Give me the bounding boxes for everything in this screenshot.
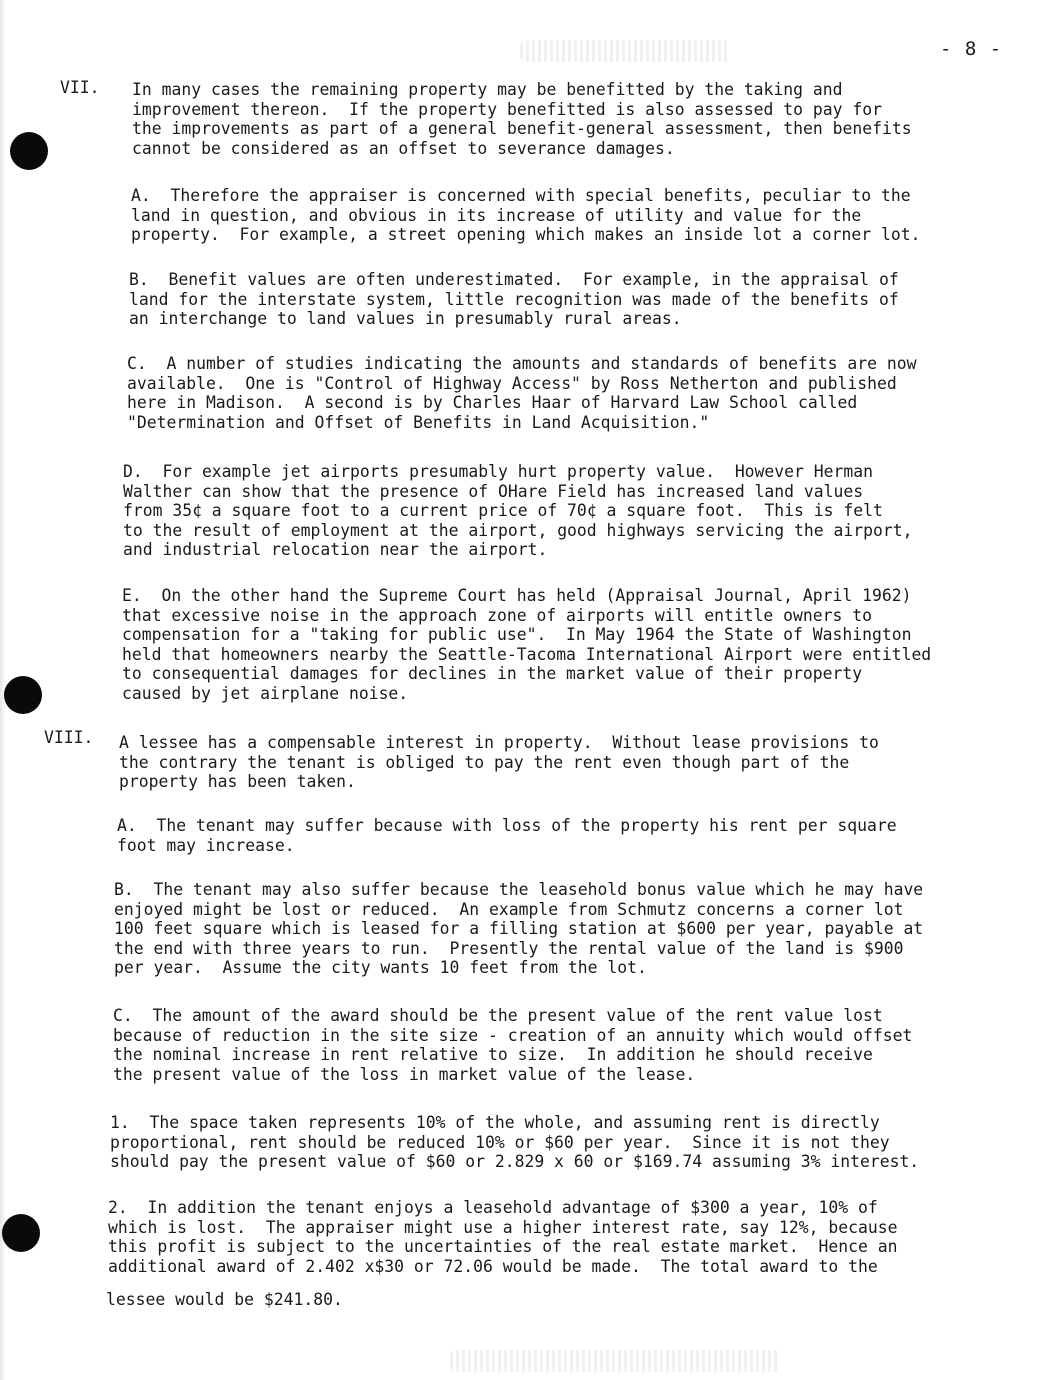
section-viii-paragraph-b: B. The tenant may also suffer because the leasehold bonus value which he may have enjoyed might be lost or reduced. An example from Schmutz concerns a corner lot 100 feet square which is leased for a filling station at $600 per year, payable at the end with three years to run. Presently the rental value of the land is $900 per year. Assume the city wants 10 feet from the lot.	[114, 880, 924, 977]
section-vii-paragraph-e: E. On the other hand the Supreme Court has held (Appraisal Journal, April 1962) that excessive noise in the approach zone of airports will entitle owners to compensation for a "taking for public use". In May 1964 the State of Washington held that homeowners nearby the Seattle-Tacoma International Airport were entitled to consequential damages for declines in the market value of their property caused by jet airplane noise.	[122, 586, 932, 703]
section-viii-paragraph-c: C. The amount of the award should be the present value of the rent value lost because of reduction in the site size - creation of an annuity which would offset the nominal increase in rent relative to size. In addition he should receive the present value of the loss in market value of the lease.	[113, 1006, 913, 1084]
section-vii-paragraph-b: B. Benefit values are often underestimated. For example, in the appraisal of land for the interstate system, little recognition was made of the benefits of an interchange to land values in presumably rural areas.	[129, 270, 899, 328]
section-viii-item-2-end: lessee would be $241.80.	[106, 1290, 343, 1309]
section-vii-paragraph-a: A. Therefore the appraiser is concerned with special benefits, peculiar to the land in question, and obvious in its increase of utility and value for the property. For example, a street opening which makes an inside lot a corner lot.	[131, 186, 921, 244]
section-viii-item-1: 1. The space taken represents 10% of the whole, and assuming rent is directly proportional, rent should be reduced 10% or $60 per year. Since it is not they should pay the present value of $60 or 2.829 x 60 or $169.74 assuming 3% interest.	[110, 1113, 920, 1171]
section-viii-paragraph-a: A. The tenant may suffer because with loss of the property his rent per square foot may increase.	[117, 816, 897, 855]
page-number: - 8 -	[940, 38, 1003, 60]
punch-hole-middle	[4, 676, 42, 714]
section-numeral-vii: VII.	[60, 78, 100, 97]
section-viii-intro: A lessee has a compensable interest in property. Without lease provisions to the contrary the tenant is obliged to pay the rent even though part of the property has been taken.	[119, 733, 879, 791]
section-vii-paragraph-c: C. A number of studies indicating the amounts and standards of benefits are now available. One is "Control of Highway Access" by Ross Netherton and published here in Madison. A second is by Charles Haar of Harvard Law School called "Determination and Offset of Benefits in Land Acquisition."	[127, 354, 917, 432]
section-numeral-viii: VIII.	[44, 728, 94, 747]
section-vii-intro: In many cases the remaining property may be benefitted by the taking and improvement thereon. If the property benefitted is also assessed to pay for the improvements as part of a general benefit-general assessment, then benefits cannot be considered as an offset to severance damages.	[132, 80, 912, 158]
punch-hole-top	[10, 132, 48, 170]
scan-smudge-bottom	[450, 1350, 780, 1372]
section-vii-paragraph-d: D. For example jet airports presumably hurt property value. However Herman Walther can show that the presence of OHare Field has increased land values from 35¢ a square foot to a current price of 70¢ a square foot. This is felt to the result of employment at the airport, good highways servicing the airport, and industrial relocation near the airport.	[123, 462, 913, 559]
punch-hole-bottom	[2, 1214, 40, 1252]
section-viii-item-2: 2. In addition the tenant enjoys a leasehold advantage of $300 a year, 10% of which is lost. The appraiser might use a higher interest rate, say 12%, because this profit is subject to the uncertainties of the real estate market. Hence an additional award of 2.402 x$30 or 72.06 would be made. The total award to the	[108, 1198, 898, 1276]
scan-smudge-top	[520, 40, 730, 62]
